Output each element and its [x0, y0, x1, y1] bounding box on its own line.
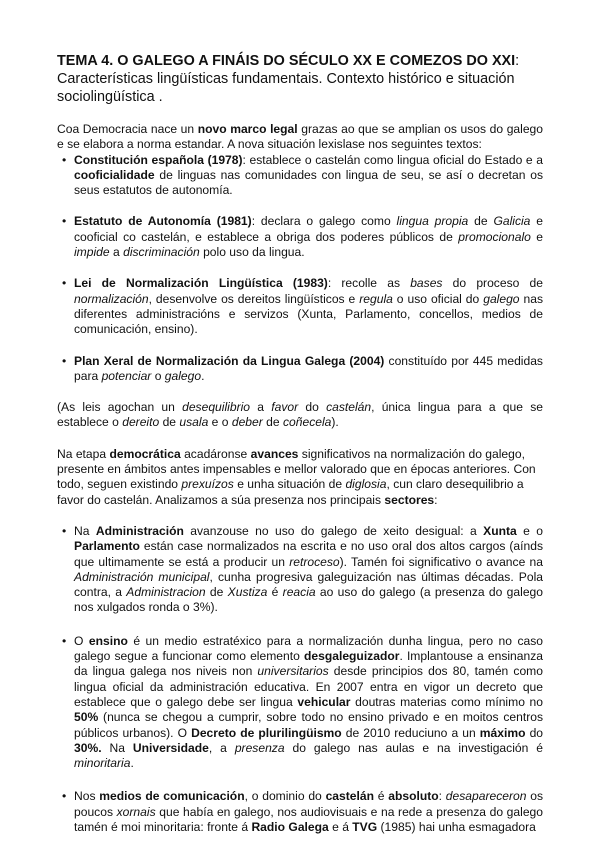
- page-subtitle: Características lingüísticas fundamentais. Contexto histórico e situación sociolingüística .: [57, 71, 515, 105]
- law-text: : establece o castelán como lingua oficial do Estado e a: [242, 152, 543, 167]
- law-italic: lingua propia: [396, 214, 469, 229]
- law-text: o: [151, 368, 165, 383]
- sector-text: do galego nas aulas e na investigación é: [284, 740, 543, 755]
- law-text: e cooficial co castelán, e establece a obriga dos poderes públicos de: [74, 214, 543, 244]
- sector-bold: Administración: [95, 523, 184, 538]
- sector-text: (nunca se chegou a cumprir, sobre todo no ensino privado e en moitos centros públicos urbanos). O: [74, 710, 543, 740]
- para-italic: coñecela: [282, 415, 332, 430]
- sector-text: ao uso do galego (a presenza do galego nos xulgados ronda o 3%).: [74, 585, 543, 615]
- bullet-glyph: •: [62, 214, 67, 229]
- sector-text: e o: [516, 523, 543, 538]
- sector-text: . Implantouse a ensinanza da lingua galega nos niveis non: [74, 649, 544, 679]
- law-text: de linguas nas comunidades con lingua de seu, se así o decretan os seus estatutos de autonomía.: [74, 167, 543, 198]
- para-text: e unha situación de: [233, 477, 346, 492]
- spacer: [57, 338, 543, 354]
- sector-text: O: [74, 633, 89, 648]
- law-italic: promocionalo: [458, 229, 531, 244]
- laws-list: [57, 153, 543, 199]
- law-italic: discriminación: [123, 245, 200, 260]
- sector-bold: Parlamento: [74, 539, 140, 554]
- sector-bold: 50%: [74, 710, 99, 725]
- sectors-list: [57, 524, 543, 616]
- sector-italic: presenza: [234, 740, 285, 755]
- law-text: polo uso da lingua.: [199, 245, 305, 260]
- law-italic: normalización: [74, 291, 149, 306]
- etapa-paragraph: [57, 447, 543, 508]
- sector-text: avanzouse no uso do galego de xeito desigual: a: [183, 523, 484, 538]
- sector-text: doutras materias como mínimo no: [350, 694, 544, 709]
- sector-bold: Decreto de plurilingüismo: [191, 725, 342, 740]
- intro-bold-1: novo marco legal: [197, 122, 298, 136]
- law-text: nas diferentes administracións e servizos (Xunta, Parlamento, concellos, medios de comunicación, ensino).: [74, 291, 543, 337]
- sector-italic: minoritaria: [74, 756, 131, 771]
- para-text: e o: [208, 415, 232, 430]
- sector-italic: retroceso: [289, 554, 340, 569]
- law-title: Plan Xeral de Normalización da Lingua Galega (2004): [74, 353, 385, 368]
- para-text: Na etapa: [57, 446, 110, 461]
- spacer: [57, 384, 543, 400]
- law-text: do proceso de: [442, 276, 544, 291]
- sector-text: que había en galego, nos audiovisuais e na rede a presenza do galego tamén é moi minoritaria: fronte á: [74, 804, 543, 834]
- para-text: , única lingua para a que se establece o: [57, 400, 543, 430]
- sector-italic: universitarios: [257, 664, 329, 679]
- sector-italic: desapareceron: [445, 789, 527, 804]
- spacer: [57, 431, 543, 447]
- para-text: :: [434, 492, 438, 507]
- para-bold: avances: [250, 446, 299, 461]
- law-title: Estatuto de Autonomía (1981): [74, 214, 252, 229]
- page-title: [57, 52, 543, 70]
- sector-text: , a: [208, 740, 235, 755]
- sector-bold: Radio Galega: [251, 819, 329, 834]
- sector-text: os poucos: [74, 789, 543, 819]
- para-italic: prexuízos: [181, 477, 234, 492]
- sector-text: é un medio estratéxico para a normalización dunha lingua, pero no caso galego segue a funcionar como elemento: [74, 633, 543, 664]
- sector-bold: máximo: [479, 725, 526, 740]
- bullet-glyph: •: [62, 789, 67, 804]
- sector-text: , cunha progresiva galeguización nas últimas décadas. Pola contra, a: [74, 569, 543, 600]
- sector-bold: Xunta: [483, 523, 517, 538]
- sector-text: e á: [328, 819, 353, 834]
- intro-text-2: grazas ao que se amplian os usos do galego e se elabora a norma estandar. A nova situación lexislase nos seguintes textos:: [57, 122, 544, 152]
- para-italic: usala: [179, 415, 209, 430]
- law-italic: regula: [359, 291, 393, 306]
- para-italic: castelán: [326, 400, 372, 415]
- sector-bold: 30%.: [74, 740, 102, 755]
- para-text: de: [262, 415, 283, 430]
- sector-bold: ensino: [88, 633, 128, 648]
- para-italic: favor: [271, 400, 299, 415]
- law-bold: cooficialidade: [74, 167, 155, 182]
- spacer: [57, 508, 543, 524]
- sector-text: de: [205, 585, 228, 600]
- law-italic: impide: [74, 245, 110, 260]
- sector-text: , o dominio do: [244, 789, 326, 804]
- sector-bold: absoluto: [388, 789, 439, 804]
- law-text: .: [201, 368, 205, 383]
- para-text: acadáronse: [180, 446, 251, 461]
- sector-text: (1985) hai unha esmagadora: [377, 819, 536, 834]
- para-italic: diglosia: [345, 477, 387, 492]
- bullet-glyph: •: [62, 353, 67, 368]
- law-italic: Galicia: [493, 214, 531, 229]
- sector-italic: Administración municipal: [74, 569, 210, 584]
- para-bold: democrática: [109, 446, 181, 461]
- law-text: o uso oficial do: [392, 291, 484, 306]
- laws-list-3: [57, 276, 543, 337]
- para-text: ).: [331, 415, 339, 430]
- law-italic: bases: [410, 276, 443, 291]
- sector-text: :: [438, 789, 446, 804]
- para-italic: deber: [231, 415, 263, 430]
- sector-bold: Universidade: [132, 740, 209, 755]
- law-text: : declara o galego como: [251, 214, 397, 229]
- sector-italic: xornais: [116, 804, 156, 819]
- para-bold: sectores: [384, 492, 435, 507]
- para-text: significativos na normalización do galego, presente en ámbitos antes impensables e mellor valorado que en épocas anteriores. Con todo, seguen existindo: [57, 446, 536, 492]
- sector-italic: reacia: [282, 585, 316, 600]
- para-text: (As leis agochan un: [57, 400, 183, 415]
- sector-item-medios: [57, 789, 543, 835]
- law-text: de: [468, 214, 494, 229]
- document-page: [57, 52, 543, 835]
- sector-bold: desgaleguizador: [304, 649, 400, 664]
- sector-text: Na: [101, 740, 133, 755]
- sector-item-administracion: [57, 524, 543, 616]
- sector-text: do: [525, 725, 544, 740]
- spacer: [57, 198, 543, 214]
- sector-bold: castelán: [325, 789, 374, 804]
- law-italic: potenciar: [101, 368, 152, 383]
- desequilibrio-paragraph: [57, 400, 543, 431]
- law-item-lei: [57, 276, 543, 337]
- sector-bold: TVG: [352, 819, 378, 834]
- law-text: a: [109, 245, 124, 260]
- sector-text: desde principios dos 80, tamén como lingua oficial da administración educativa. En 2007 entra en vigor un decreto que establece que o galego debe ser lingua: [74, 664, 543, 709]
- sector-text: ). Tamén foi significativo o avance na: [339, 554, 543, 569]
- para-text: a: [250, 400, 272, 415]
- bullet-glyph: •: [62, 633, 67, 648]
- para-text: , cun claro desequilibrio a favor do castelán. Analizamos a súa presenza nos principais: [57, 477, 524, 507]
- law-italic: galego: [164, 368, 202, 383]
- sector-text: é: [373, 789, 389, 804]
- sector-bold: medios de comunicación: [99, 789, 245, 804]
- sectors-list-2: [57, 634, 543, 772]
- spacer: [57, 260, 543, 276]
- law-text: constituído por 445 medidas para: [74, 353, 543, 383]
- para-italic: dereito: [122, 415, 160, 430]
- law-item-estatuto: [57, 214, 543, 260]
- sector-text: Nos: [74, 789, 100, 804]
- spacer: [57, 771, 543, 789]
- intro-paragraph: [57, 122, 543, 153]
- bullet-glyph: •: [62, 152, 67, 167]
- bullet-glyph: •: [62, 523, 67, 538]
- law-title: Constitución española (1978): [74, 152, 243, 167]
- laws-list-4: [57, 354, 543, 385]
- sector-bold: vehicular: [297, 694, 351, 709]
- laws-list-2: [57, 214, 543, 260]
- title-colon: :: [515, 53, 520, 69]
- sector-text: están case normalizados na escrita e no uso oral dos altos cargos (aínds que ultimamente se está a producir un: [74, 539, 543, 569]
- law-title: Lei de Normalización Lingüística (1983): [74, 276, 328, 291]
- law-text: e: [530, 229, 543, 244]
- sector-text: é: [267, 585, 283, 600]
- bullet-glyph: •: [62, 276, 67, 291]
- law-text: : recolle as: [327, 276, 411, 291]
- intro-text-1: Coa Democracia nace un: [57, 122, 198, 136]
- sector-text: Na: [74, 523, 96, 538]
- law-italic: galego: [483, 291, 520, 306]
- para-text: de: [159, 415, 180, 430]
- sector-italic: Administracion: [126, 585, 206, 600]
- sector-text: .: [130, 756, 134, 771]
- law-item-constitucion: [57, 153, 543, 199]
- spacer: [57, 616, 543, 634]
- sectors-list-3: [57, 789, 543, 835]
- para-text: do: [298, 400, 327, 415]
- law-item-plan: [57, 354, 543, 385]
- sector-text: de 2010 reduciuno a un: [341, 725, 480, 740]
- sector-item-ensino: [57, 634, 543, 772]
- law-text: , desenvolve os dereitos lingüísticos e: [148, 291, 360, 306]
- sector-italic: Xustiza: [227, 585, 268, 600]
- title-bold: TEMA 4. O GALEGO A FINÁIS DO SÉCULO XX E COMEZOS DO XXI: [57, 53, 516, 69]
- para-italic: desequilibrio: [182, 400, 251, 415]
